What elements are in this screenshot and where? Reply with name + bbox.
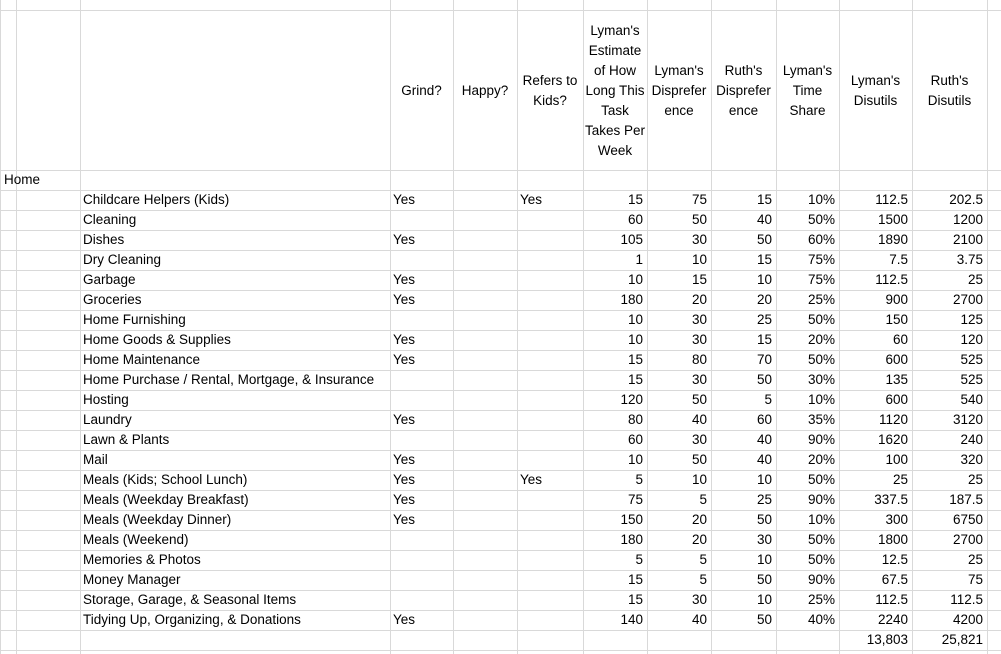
cell-refers-to-kids[interactable]: Yes — [520, 472, 543, 487]
cell-estimate[interactable]: 10 — [627, 312, 643, 327]
cell-lyman-disutils[interactable]: 150 — [885, 312, 908, 327]
cell-time-share[interactable]: 20% — [807, 452, 835, 467]
cell-ruth-dispreference[interactable]: 10 — [756, 552, 772, 567]
cell-task[interactable]: Tidying Up, Organizing, & Donations — [83, 612, 301, 627]
cell-lyman-disutils[interactable]: 1120 — [878, 412, 908, 427]
cell-ruth-disutils[interactable]: 75 — [967, 572, 983, 587]
cell-ruth-dispreference[interactable]: 10 — [756, 472, 772, 487]
cell-lyman-dispreference[interactable]: 5 — [699, 552, 707, 567]
cell-lyman-disutils[interactable]: 337.5 — [874, 492, 908, 507]
header-lyman-dispreference-line: Disprefer — [651, 83, 707, 98]
cell-lyman-dispreference[interactable]: 30 — [691, 432, 707, 447]
header-grind[interactable] — [390, 12, 453, 170]
cell-estimate[interactable]: 15 — [627, 192, 643, 207]
header-estimate-line: Lyman's — [590, 23, 640, 38]
cell-task[interactable]: Childcare Helpers (Kids) — [83, 192, 230, 207]
cell-ruth-disutils[interactable]: 1200 — [952, 212, 983, 227]
cell-ruth-disutils[interactable]: 125 — [960, 312, 983, 327]
cell-ruth-dispreference[interactable]: 40 — [756, 452, 772, 467]
cell-lyman-disutils[interactable]: 100 — [885, 452, 908, 467]
cell-ruth-dispreference[interactable]: 50 — [756, 512, 772, 527]
cell-lyman-disutils[interactable]: 112.5 — [875, 192, 908, 207]
cell-ruth-disutils[interactable]: 3120 — [952, 412, 983, 427]
cell-ruth-dispreference[interactable]: 60 — [756, 412, 772, 427]
cell-grind[interactable]: Yes — [393, 492, 416, 507]
cell-task[interactable]: Hosting — [83, 392, 129, 407]
grid-column-line — [0, 0, 1, 654]
grid-row-line — [0, 650, 1001, 651]
cell-lyman-dispreference[interactable]: 40 — [691, 412, 707, 427]
cell-task[interactable]: Home Furnishing — [83, 312, 186, 327]
header-estimate-line: of How — [593, 63, 637, 78]
cell-lyman-disutils[interactable]: 25 — [892, 472, 908, 487]
cell-estimate[interactable]: 15 — [627, 372, 643, 387]
cell-lyman-disutils[interactable]: 135 — [885, 372, 908, 387]
cell-lyman-disutils[interactable]: 1890 — [877, 232, 908, 247]
cell-ruth-dispreference[interactable]: 25 — [756, 312, 772, 327]
grid-column-line — [987, 0, 988, 654]
cell-grind[interactable]: Yes — [393, 472, 416, 487]
cell-task[interactable]: Meals (Weekday Breakfast) — [83, 492, 249, 507]
cell-lyman-disutils[interactable]: 12.5 — [881, 552, 908, 567]
header-ruth-disutils[interactable] — [912, 12, 987, 170]
cell-time-share[interactable]: 30% — [807, 372, 835, 387]
cell-time-share[interactable]: 35% — [807, 412, 835, 427]
cell-ruth-disutils[interactable]: 25 — [967, 552, 983, 567]
header-lyman-dispreference[interactable] — [647, 12, 711, 170]
cell-lyman-dispreference[interactable]: 20 — [691, 532, 707, 547]
cell-ruth-dispreference[interactable]: 70 — [756, 352, 772, 367]
cell-lyman-dispreference[interactable]: 5 — [699, 572, 707, 587]
cell-task[interactable]: Garbage — [83, 272, 136, 287]
header-grind-line: Grind? — [401, 83, 442, 98]
cell-grind[interactable]: Yes — [393, 512, 416, 527]
header-estimate-line: Takes Per — [584, 123, 646, 138]
cell-grind[interactable]: Yes — [393, 332, 416, 347]
cell-ruth-disutils[interactable]: 25 — [967, 472, 983, 487]
header-time-share[interactable] — [776, 12, 839, 170]
cell-ruth-disutils[interactable]: 525 — [960, 352, 983, 367]
cell-ruth-dispreference[interactable]: 10 — [756, 592, 772, 607]
cell-ruth-dispreference[interactable]: 50 — [756, 232, 772, 247]
cell-lyman-dispreference[interactable]: 30 — [691, 232, 707, 247]
cell-time-share[interactable]: 50% — [807, 472, 835, 487]
cell-ruth-dispreference[interactable]: 10 — [756, 272, 772, 287]
cell-lyman-dispreference[interactable]: 20 — [691, 512, 707, 527]
cell-lyman-dispreference[interactable]: 10 — [691, 252, 707, 267]
cell-time-share[interactable]: 50% — [807, 532, 835, 547]
header-ruth-disutils-line: Ruth's — [930, 73, 969, 88]
cell-estimate[interactable]: 105 — [620, 232, 643, 247]
grid-column-line — [16, 0, 17, 654]
cell-lyman-disutils[interactable]: 112.5 — [875, 592, 908, 607]
cell-estimate[interactable]: 10 — [627, 272, 643, 287]
header-happy-line: Happy? — [461, 83, 509, 98]
cell-lyman-dispreference[interactable]: 40 — [691, 612, 707, 627]
section-label-home[interactable]: Home — [4, 172, 41, 187]
header-lyman-disutils[interactable] — [839, 12, 912, 170]
cell-estimate[interactable]: 80 — [627, 412, 643, 427]
cell-task[interactable]: Storage, Garage, & Seasonal Items — [83, 592, 297, 607]
cell-time-share[interactable]: 50% — [807, 312, 835, 327]
header-ruth-dispreference[interactable] — [711, 12, 776, 170]
cell-time-share[interactable]: 90% — [807, 572, 835, 587]
header-estimate-line: Estimate — [588, 43, 642, 58]
cell-time-share[interactable]: 25% — [807, 292, 835, 307]
header-lyman-dispreference-line: Lyman's — [654, 63, 704, 78]
cell-task[interactable]: Meals (Weekday Dinner) — [83, 512, 232, 527]
cell-ruth-disutils[interactable]: 525 — [960, 372, 983, 387]
cell-estimate[interactable]: 180 — [620, 292, 643, 307]
cell-estimate[interactable]: 15 — [627, 592, 643, 607]
cell-lyman-dispreference[interactable]: 30 — [691, 312, 707, 327]
cell-grind[interactable]: Yes — [393, 292, 416, 307]
cell-lyman-dispreference[interactable]: 30 — [691, 372, 707, 387]
cell-time-share[interactable]: 10% — [807, 192, 835, 207]
cell-task[interactable]: Meals (Weekend) — [83, 532, 189, 547]
cell-lyman-dispreference[interactable]: 80 — [691, 352, 707, 367]
header-lyman-dispreference-line: ence — [664, 103, 694, 118]
cell-ruth-disutils[interactable]: 2700 — [952, 532, 983, 547]
cell-lyman-disutils[interactable]: 1620 — [877, 432, 908, 447]
header-time-share-line: Lyman's — [782, 63, 833, 78]
cell-lyman-disutils[interactable]: 67.5 — [881, 572, 908, 587]
cell-refers-to-kids[interactable]: Yes — [520, 192, 543, 207]
cell-estimate[interactable]: 5 — [635, 552, 643, 567]
cell-ruth-dispreference[interactable]: 50 — [756, 572, 772, 587]
cell-grind[interactable]: Yes — [393, 352, 416, 367]
cell-time-share[interactable]: 75% — [807, 252, 835, 267]
header-ruth-dispreference-line: Disprefer — [716, 83, 771, 98]
header-refers-to-kids-line: Refers to — [522, 73, 578, 88]
cell-lyman-dispreference[interactable]: 30 — [691, 332, 707, 347]
header-refers-to-kids-line: Kids? — [533, 93, 567, 108]
cell-time-share[interactable]: 50% — [807, 552, 835, 567]
cell-ruth-dispreference[interactable]: 15 — [756, 252, 772, 267]
cell-task[interactable]: Mail — [83, 452, 108, 467]
cell-ruth-disutils[interactable]: 3.75 — [956, 252, 983, 267]
cell-time-share[interactable]: 25% — [807, 592, 835, 607]
cell-lyman-disutils[interactable]: 2240 — [877, 612, 908, 627]
cell-estimate[interactable]: 150 — [620, 512, 643, 527]
cell-lyman-dispreference[interactable]: 5 — [699, 492, 707, 507]
grid-column-line — [80, 0, 81, 654]
cell-task[interactable]: Home Purchase / Rental, Mortgage, & Insurance — [83, 372, 375, 387]
cell-ruth-disutils[interactable]: 202.5 — [949, 192, 983, 207]
header-time-share-line: Time — [792, 83, 823, 98]
cell-grind[interactable]: Yes — [393, 272, 416, 287]
cell-estimate[interactable]: 140 — [620, 612, 643, 627]
header-happy[interactable] — [453, 12, 517, 170]
cell-task[interactable]: Money Manager — [83, 572, 181, 587]
cell-time-share[interactable]: 90% — [807, 432, 835, 447]
cell-task[interactable]: Dry Cleaning — [83, 252, 162, 267]
header-estimate[interactable] — [583, 12, 647, 170]
header-time-share-line: Share — [789, 103, 826, 118]
header-ruth-dispreference-line: Ruth's — [724, 63, 763, 78]
header-estimate-line: Long This — [585, 83, 645, 98]
header-ruth-dispreference-line: ence — [728, 103, 759, 118]
cell-ruth-disutils[interactable]: 187.5 — [949, 492, 983, 507]
cell-lyman-dispreference[interactable]: 30 — [691, 592, 707, 607]
cell-lyman-disutils[interactable]: 900 — [885, 292, 908, 307]
grid-row-line — [0, 10, 1001, 11]
header-refers-to-kids[interactable] — [517, 12, 583, 170]
cell-ruth-dispreference[interactable]: 50 — [756, 372, 772, 387]
header-lyman-disutils-line: Disutils — [853, 93, 898, 108]
cell-task[interactable]: Groceries — [83, 292, 142, 307]
cell-lyman-disutils[interactable]: 600 — [885, 392, 908, 407]
cell-lyman-disutils[interactable]: 112.5 — [875, 272, 908, 287]
cell-ruth-dispreference[interactable]: 5 — [764, 392, 772, 407]
cell-estimate[interactable]: 75 — [627, 492, 643, 507]
cell-task[interactable]: Lawn & Plants — [83, 432, 170, 447]
header-estimate-line: Week — [597, 143, 633, 158]
cell-lyman-disutils[interactable]: 300 — [885, 512, 908, 527]
cell-estimate[interactable]: 180 — [620, 532, 643, 547]
cell-grind[interactable]: Yes — [393, 612, 416, 627]
cell-time-share[interactable]: 10% — [807, 512, 835, 527]
cell-estimate[interactable]: 1 — [635, 252, 643, 267]
cell-ruth-dispreference[interactable]: 30 — [756, 532, 772, 547]
cell-ruth-disutils[interactable]: 6750 — [952, 512, 983, 527]
cell-ruth-disutils[interactable]: 240 — [960, 432, 983, 447]
cell-lyman-dispreference[interactable]: 20 — [691, 292, 707, 307]
cell-estimate[interactable]: 60 — [627, 432, 643, 447]
cell-ruth-disutils[interactable]: 2700 — [952, 292, 983, 307]
cell-lyman-disutils[interactable]: 600 — [885, 352, 908, 367]
cell-ruth-disutils[interactable]: 320 — [960, 452, 983, 467]
cell-ruth-disutils[interactable]: 25 — [967, 272, 983, 287]
cell-lyman-dispreference[interactable]: 50 — [691, 212, 707, 227]
header-estimate-line: Task — [601, 103, 629, 118]
cell-time-share[interactable]: 60% — [807, 232, 835, 247]
header-lyman-disutils-line: Lyman's — [850, 73, 901, 88]
cell-ruth-disutils[interactable]: 540 — [960, 392, 983, 407]
cell-task[interactable]: Dishes — [83, 232, 125, 247]
cell-ruth-dispreference[interactable]: 15 — [756, 192, 772, 207]
cell-ruth-disutils[interactable]: 112.5 — [950, 592, 983, 607]
cell-task[interactable]: Memories & Photos — [83, 552, 201, 567]
cell-time-share[interactable]: 20% — [807, 332, 835, 347]
cell-task[interactable]: Home Goods & Supplies — [83, 332, 231, 347]
cell-grind[interactable]: Yes — [393, 232, 416, 247]
cell-ruth-dispreference[interactable]: 20 — [756, 292, 772, 307]
cell-estimate[interactable]: 120 — [620, 392, 643, 407]
grid-row-line — [0, 170, 1001, 171]
header-ruth-disutils-line: Disutils — [927, 93, 972, 108]
cell-lyman-disutils[interactable]: 1500 — [877, 212, 908, 227]
cell-task[interactable]: Home Maintenance — [83, 352, 201, 367]
cell-ruth-dispreference[interactable]: 15 — [756, 332, 772, 347]
cell-time-share[interactable]: 50% — [807, 352, 835, 367]
cell-lyman-disutils[interactable]: 7.5 — [889, 252, 908, 267]
cell-lyman-disutils[interactable]: 60 — [892, 332, 908, 347]
cell-grind[interactable]: Yes — [393, 452, 416, 467]
total-lyman-disutils[interactable]: 13,803 — [866, 632, 908, 647]
cell-ruth-disutils[interactable]: 120 — [960, 332, 983, 347]
cell-lyman-disutils[interactable]: 1800 — [877, 532, 908, 547]
cell-ruth-disutils[interactable]: 4200 — [952, 612, 983, 627]
total-ruth-disutils[interactable]: 25,821 — [941, 632, 983, 647]
cell-lyman-dispreference[interactable]: 10 — [691, 472, 707, 487]
cell-ruth-dispreference[interactable]: 40 — [756, 212, 772, 227]
cell-time-share[interactable]: 40% — [807, 612, 835, 627]
cell-lyman-dispreference[interactable]: 50 — [691, 452, 707, 467]
cell-time-share[interactable]: 75% — [807, 272, 835, 287]
cell-estimate[interactable]: 10 — [627, 452, 643, 467]
cell-estimate[interactable]: 10 — [627, 332, 643, 347]
cell-task[interactable]: Cleaning — [83, 212, 137, 227]
cell-lyman-dispreference[interactable]: 50 — [691, 392, 707, 407]
cell-lyman-dispreference[interactable]: 15 — [691, 272, 707, 287]
cell-task[interactable]: Meals (Kids; School Lunch) — [83, 472, 248, 487]
cell-grind[interactable]: Yes — [393, 412, 416, 427]
cell-time-share[interactable]: 90% — [807, 492, 835, 507]
cell-ruth-dispreference[interactable]: 50 — [756, 612, 772, 627]
cell-estimate[interactable]: 15 — [627, 352, 643, 367]
cell-estimate[interactable]: 60 — [627, 212, 643, 227]
cell-estimate[interactable]: 5 — [635, 472, 643, 487]
cell-estimate[interactable]: 15 — [627, 572, 643, 587]
cell-time-share[interactable]: 10% — [807, 392, 835, 407]
cell-task[interactable]: Laundry — [83, 412, 132, 427]
cell-ruth-dispreference[interactable]: 40 — [756, 432, 772, 447]
cell-time-share[interactable]: 50% — [807, 212, 835, 227]
cell-ruth-dispreference[interactable]: 25 — [756, 492, 772, 507]
cell-ruth-disutils[interactable]: 2100 — [952, 232, 983, 247]
cell-grind[interactable]: Yes — [393, 192, 416, 207]
cell-lyman-dispreference[interactable]: 75 — [691, 192, 707, 207]
